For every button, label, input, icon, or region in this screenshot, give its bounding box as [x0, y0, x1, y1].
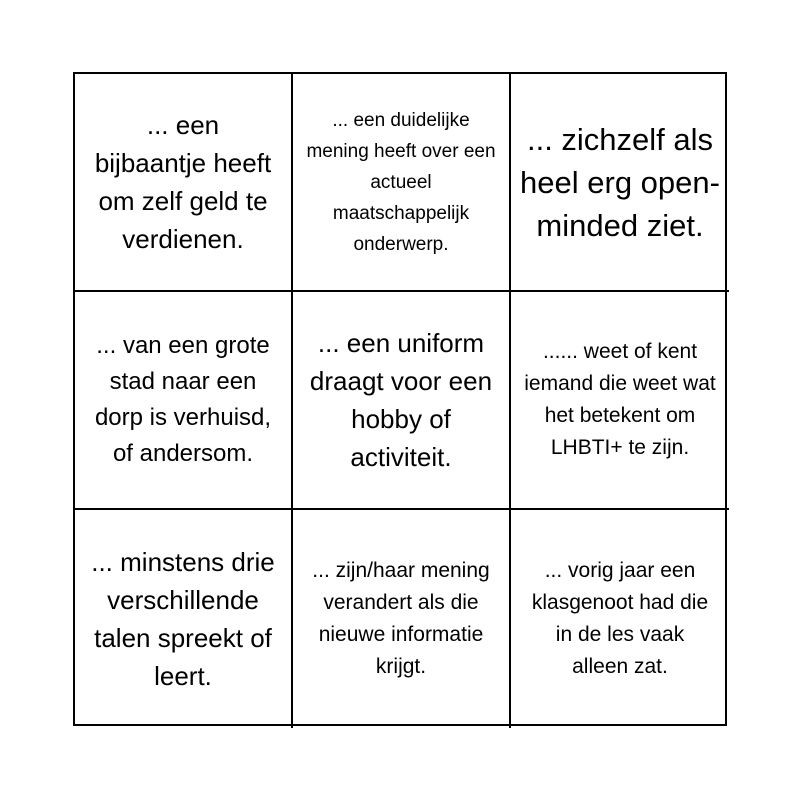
bingo-cell	[511, 292, 729, 510]
bingo-cell-text: ... een duidelijke mening heeft over een actueel maatschappelijk onderwerp.	[306, 109, 496, 255]
bingo-cell-text: ...... weet of kent iemand die weet wat het betekent om LHBTI+ te zijn.	[524, 340, 716, 459]
bingo-cell-text: ... een bijbaantje heeft om zelf geld te verdienen.	[94, 110, 272, 254]
bingo-cell-text: ... zijn/haar mening verandert als die nieuwe informatie krijgt.	[312, 559, 490, 678]
bingo-cell	[511, 74, 729, 292]
bingo-cell-text: ... van een grote stad naar een dorp is verhuisd, of andersom.	[94, 332, 272, 467]
bingo-cell	[75, 510, 293, 728]
bingo-cell-text: ... zichzelf als heel erg open-minded ziet.	[520, 121, 720, 243]
bingo-cell	[75, 74, 293, 292]
bingo-cell	[75, 292, 293, 510]
bingo-cell	[293, 510, 511, 728]
bingo-cell-text: ... minstens drie verschillende talen spreekt of leert.	[91, 547, 275, 691]
bingo-cell	[511, 510, 729, 728]
bingo-cell-text: ... een uniform draagt voor een hobby of activiteit.	[309, 328, 493, 472]
bingo-cell-text: ... vorig jaar een klasgenoot had die in de les vaak alleen zat.	[531, 559, 709, 678]
bingo-cell	[293, 292, 511, 510]
bingo-card	[73, 72, 727, 726]
bingo-cell	[293, 74, 511, 292]
